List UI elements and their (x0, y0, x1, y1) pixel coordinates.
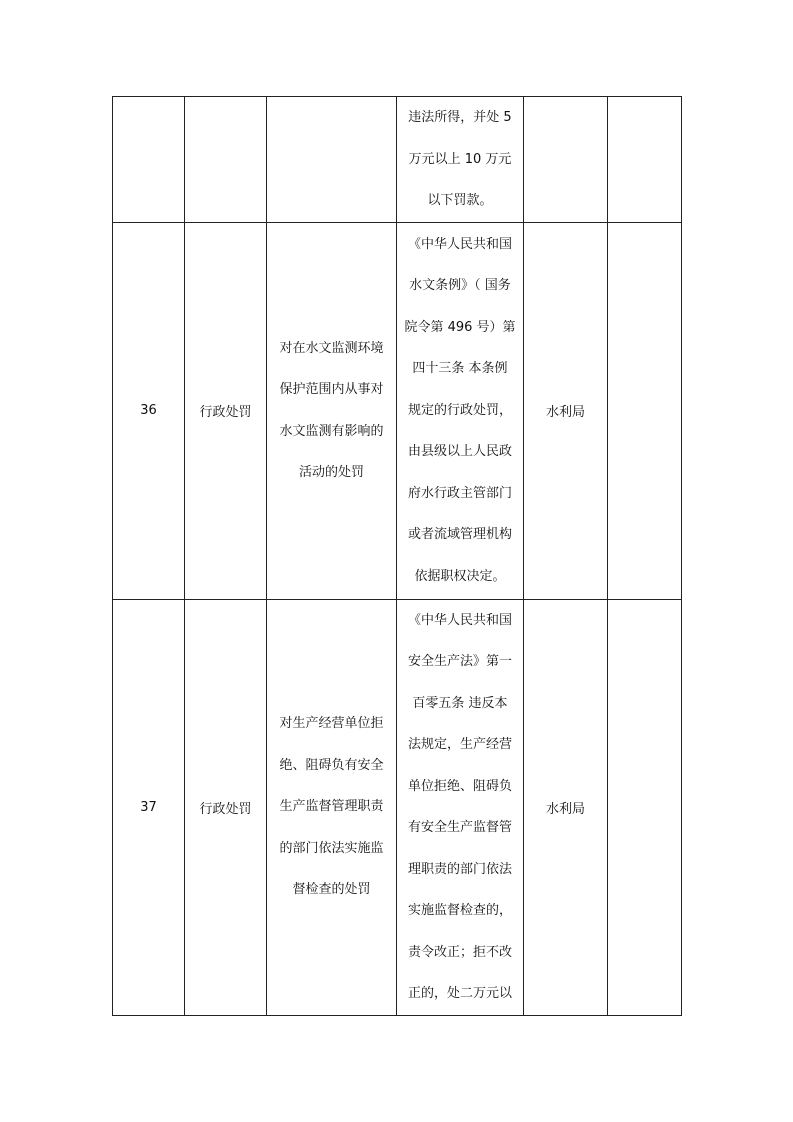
legal-basis-cell-line: 或者流域管理机构 (407, 527, 512, 543)
legal-basis-cell-line: 实施监督检查的， (407, 903, 512, 918)
legal-basis-cell-line: 万元以上 10 万元 (408, 151, 512, 167)
department-cell: 水利局 (524, 222, 608, 599)
legal-basis-cell (397, 97, 524, 223)
item-name-cell (267, 97, 397, 223)
legal-basis-cell-line: 安全生产法》第一 (407, 654, 512, 669)
remark-cell (608, 222, 682, 599)
item-name-cell-line: 绝、阻碍负有安全 (279, 757, 384, 773)
legal-basis-cell-line: 法规定，生产经营 (407, 737, 512, 752)
legal-basis-cell-line: 正的，处二万元以 (407, 986, 512, 1001)
legal-basis-cell-line: 单位拒绝、阻碍负 (407, 778, 512, 794)
item-name-cell-line: 对在水文监测环境 (279, 340, 384, 356)
legal-basis-cell-line: 由县级以上人民政 (407, 444, 512, 460)
department-cell: 水利局 (524, 599, 608, 1015)
item-name-cell-line: 保护范围内从事对 (279, 382, 384, 397)
legal-basis-cell-line: 理职责的部门依法 (407, 861, 512, 877)
remark-cell (608, 97, 682, 223)
legal-basis-cell (397, 222, 524, 599)
legal-basis-cell-line: 有安全生产监督管 (407, 820, 512, 835)
remark-cell (608, 599, 682, 1015)
item-name-cell-line: 活动的处罚 (298, 465, 364, 480)
table-row (113, 222, 682, 599)
power-type-cell (185, 97, 267, 223)
legal-basis-cell-line: 院令第 496 号）第 (404, 319, 516, 335)
legal-basis-cell-line: 规定的行政处罚， (407, 402, 512, 418)
item-name-cell-line: 的部门依法实施监 (279, 840, 384, 856)
serial-number-cell (113, 97, 185, 223)
legal-basis-cell (397, 599, 524, 1015)
legal-basis-cell-line: 违法所得，并处 5 (408, 110, 512, 125)
legal-basis-cell-line: 府水行政主管部门 (407, 485, 512, 501)
legal-basis-cell-line: 责令改正；拒不改 (407, 944, 512, 960)
legal-basis-cell-line: 以下罚款。 (427, 193, 493, 208)
table-row (113, 599, 682, 1015)
item-name-cell-line: 水文监测有影响的 (279, 423, 384, 439)
legal-basis-cell-line: 依据职权决定。 (414, 568, 506, 584)
item-name-cell (267, 599, 397, 1015)
department-cell (524, 97, 608, 223)
legal-basis-cell-line: 四十三条 本条例 (412, 361, 508, 377)
table-row (113, 97, 682, 223)
power-type-cell: 行政处罚 (185, 599, 267, 1015)
serial-number-cell: 37 (113, 599, 185, 1015)
serial-number-cell: 36 (113, 222, 185, 599)
legal-basis-cell-line: 百零五条 违反本 (412, 695, 508, 711)
power-type-cell: 行政处罚 (185, 222, 267, 599)
records-table (112, 96, 682, 1016)
item-name-cell-line: 督检查的处罚 (292, 882, 371, 898)
item-name-cell-line: 对生产经营单位拒 (279, 716, 384, 732)
legal-basis-cell-line: 《中华人民共和国 (407, 236, 512, 252)
table-body (113, 97, 682, 1016)
legal-basis-cell-line: 水文条例》（ 国务 (409, 278, 511, 294)
item-name-cell (267, 222, 397, 599)
legal-basis-cell-line: 《中华人民共和国 (407, 612, 512, 628)
item-name-cell-line: 生产监督管理职责 (279, 799, 384, 815)
